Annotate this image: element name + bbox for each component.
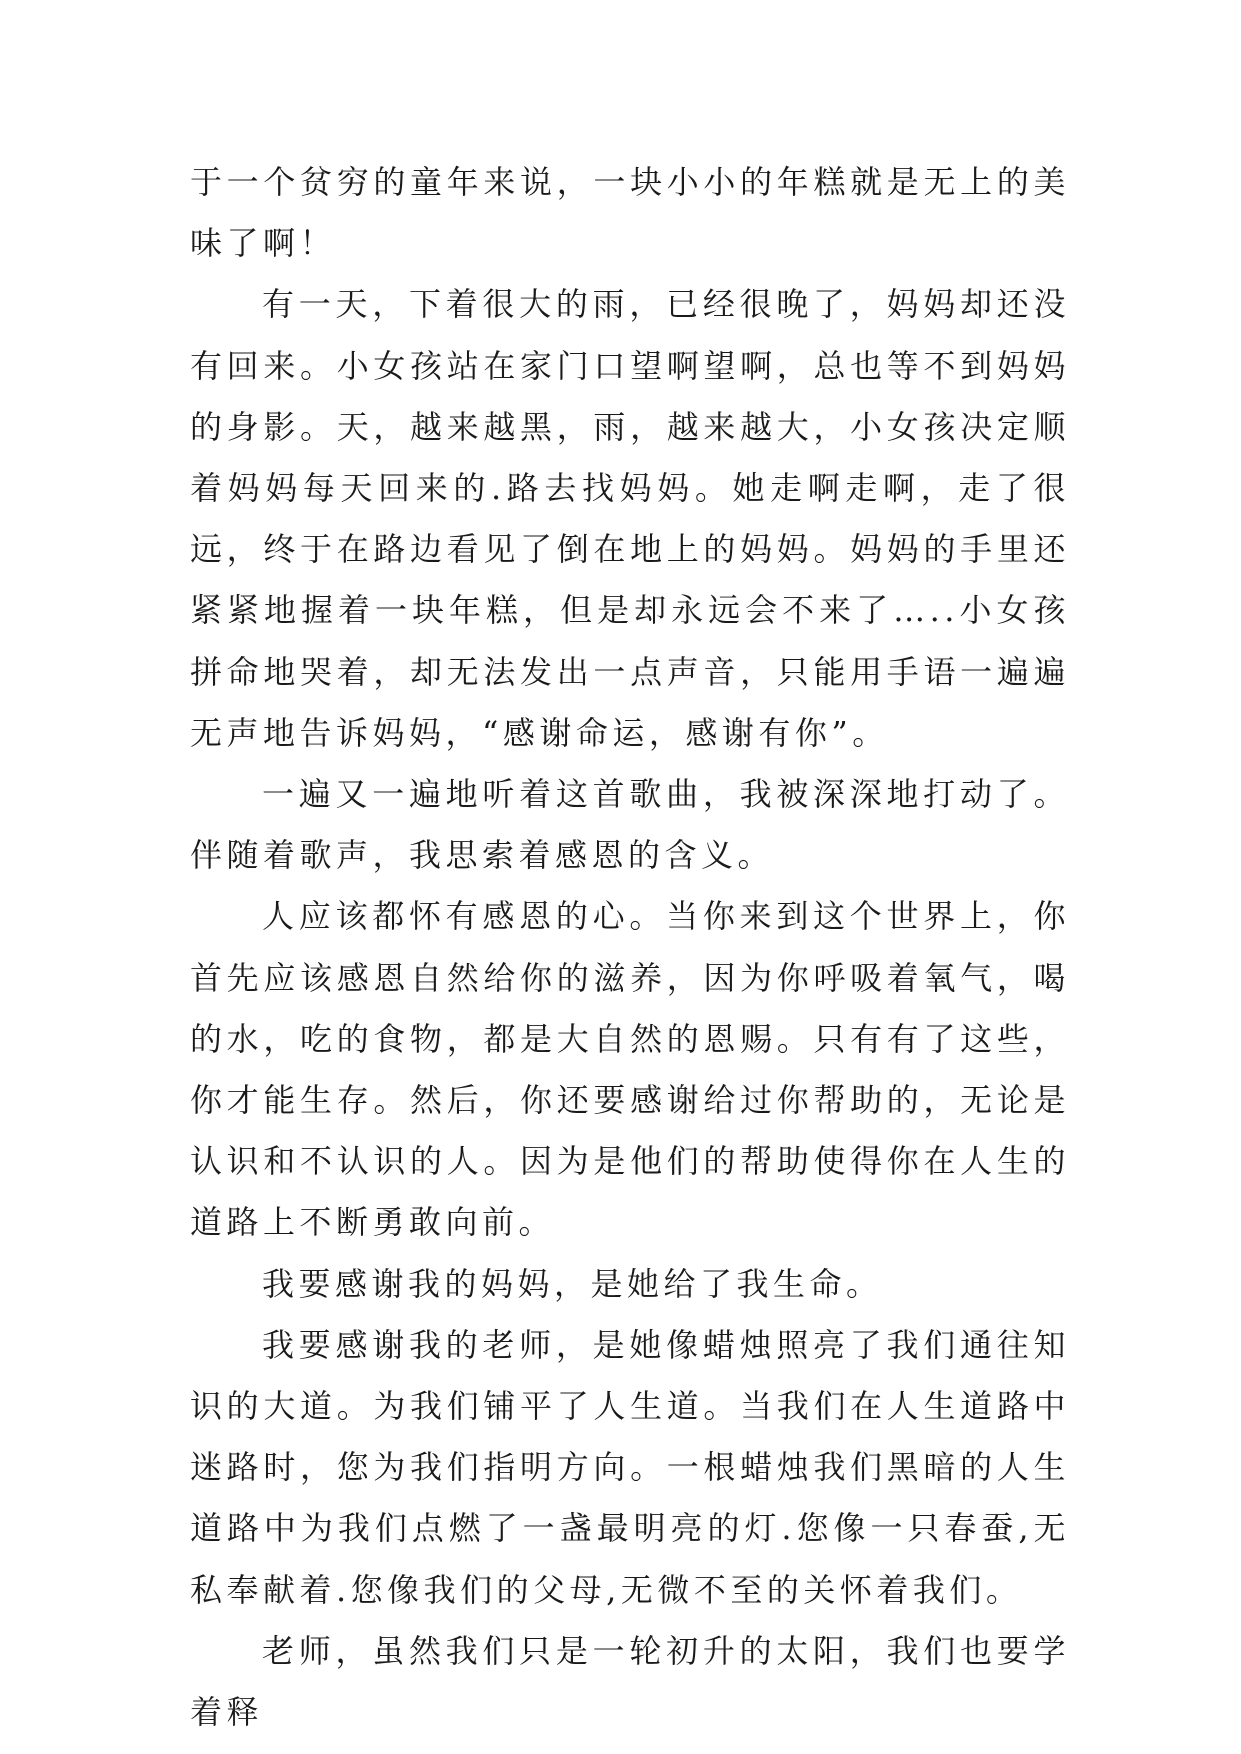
paragraph-gratitude: 人应该都怀有感恩的心。当你来到这个世界上，你首先应该感恩自然给你的滋养，因为你呼吸着氧气，喝的水，吃的食物，都是大自然的恩赐。只有有了这些，你才能生存。然后，你还要感谢给过你帮助的，无论是认识和不认识的人。因为是他们的帮助使得你在人生的道路上不断勇敢向前。 — [190, 897, 1070, 1242]
paragraph-teacher: 我要感谢我的老师，是她像蜡烛照亮了我们通往知识的大道。为我们铺平了人生道。当我们在人生道路中迷路时，您为我们指明方向。一根蜡烛我们黑暗的人生道路中为我们点燃了一盏最明亮的灯.您像一只春蚕,无私奉献着.您像我们的父母,无微不至的关怀着我们。 — [190, 1325, 1070, 1609]
paragraph-story: 有一天，下着很大的雨，已经很晚了，妈妈却还没有回来。小女孩站在家门口望啊望啊，总也等不到妈妈的身影。天，越来越黑，雨，越来越大，小女孩决定顺着妈妈每天回来的.路去找妈妈。她走啊走啊，走了很远，终于在路边看见了倒在地上的妈妈。妈妈的手里还紧紧地握着一块年糕，但是却永远会不来了…..小女孩拼命地哭着，却无法发出一点声音，只能用手语一遍遍无声地告诉妈妈，“感谢命运，感谢有你”。 — [190, 285, 1070, 752]
paragraph-song: 一遍又一遍地听着这首歌曲，我被深深地打动了。伴随着歌声，我思索着感恩的含义。 — [190, 775, 1070, 875]
paragraph-continuation: 于一个贫穷的童年来说，一块小小的年糕就是无上的美味了啊！ — [190, 163, 1070, 263]
paragraph-closing: 老师，虽然我们只是一轮初升的太阳，我们也要学着释 — [190, 1631, 1070, 1732]
paragraph-mother: 我要感谢我的妈妈，是她给了我生命。 — [262, 1264, 883, 1303]
body-text — [190, 152, 1070, 1743]
